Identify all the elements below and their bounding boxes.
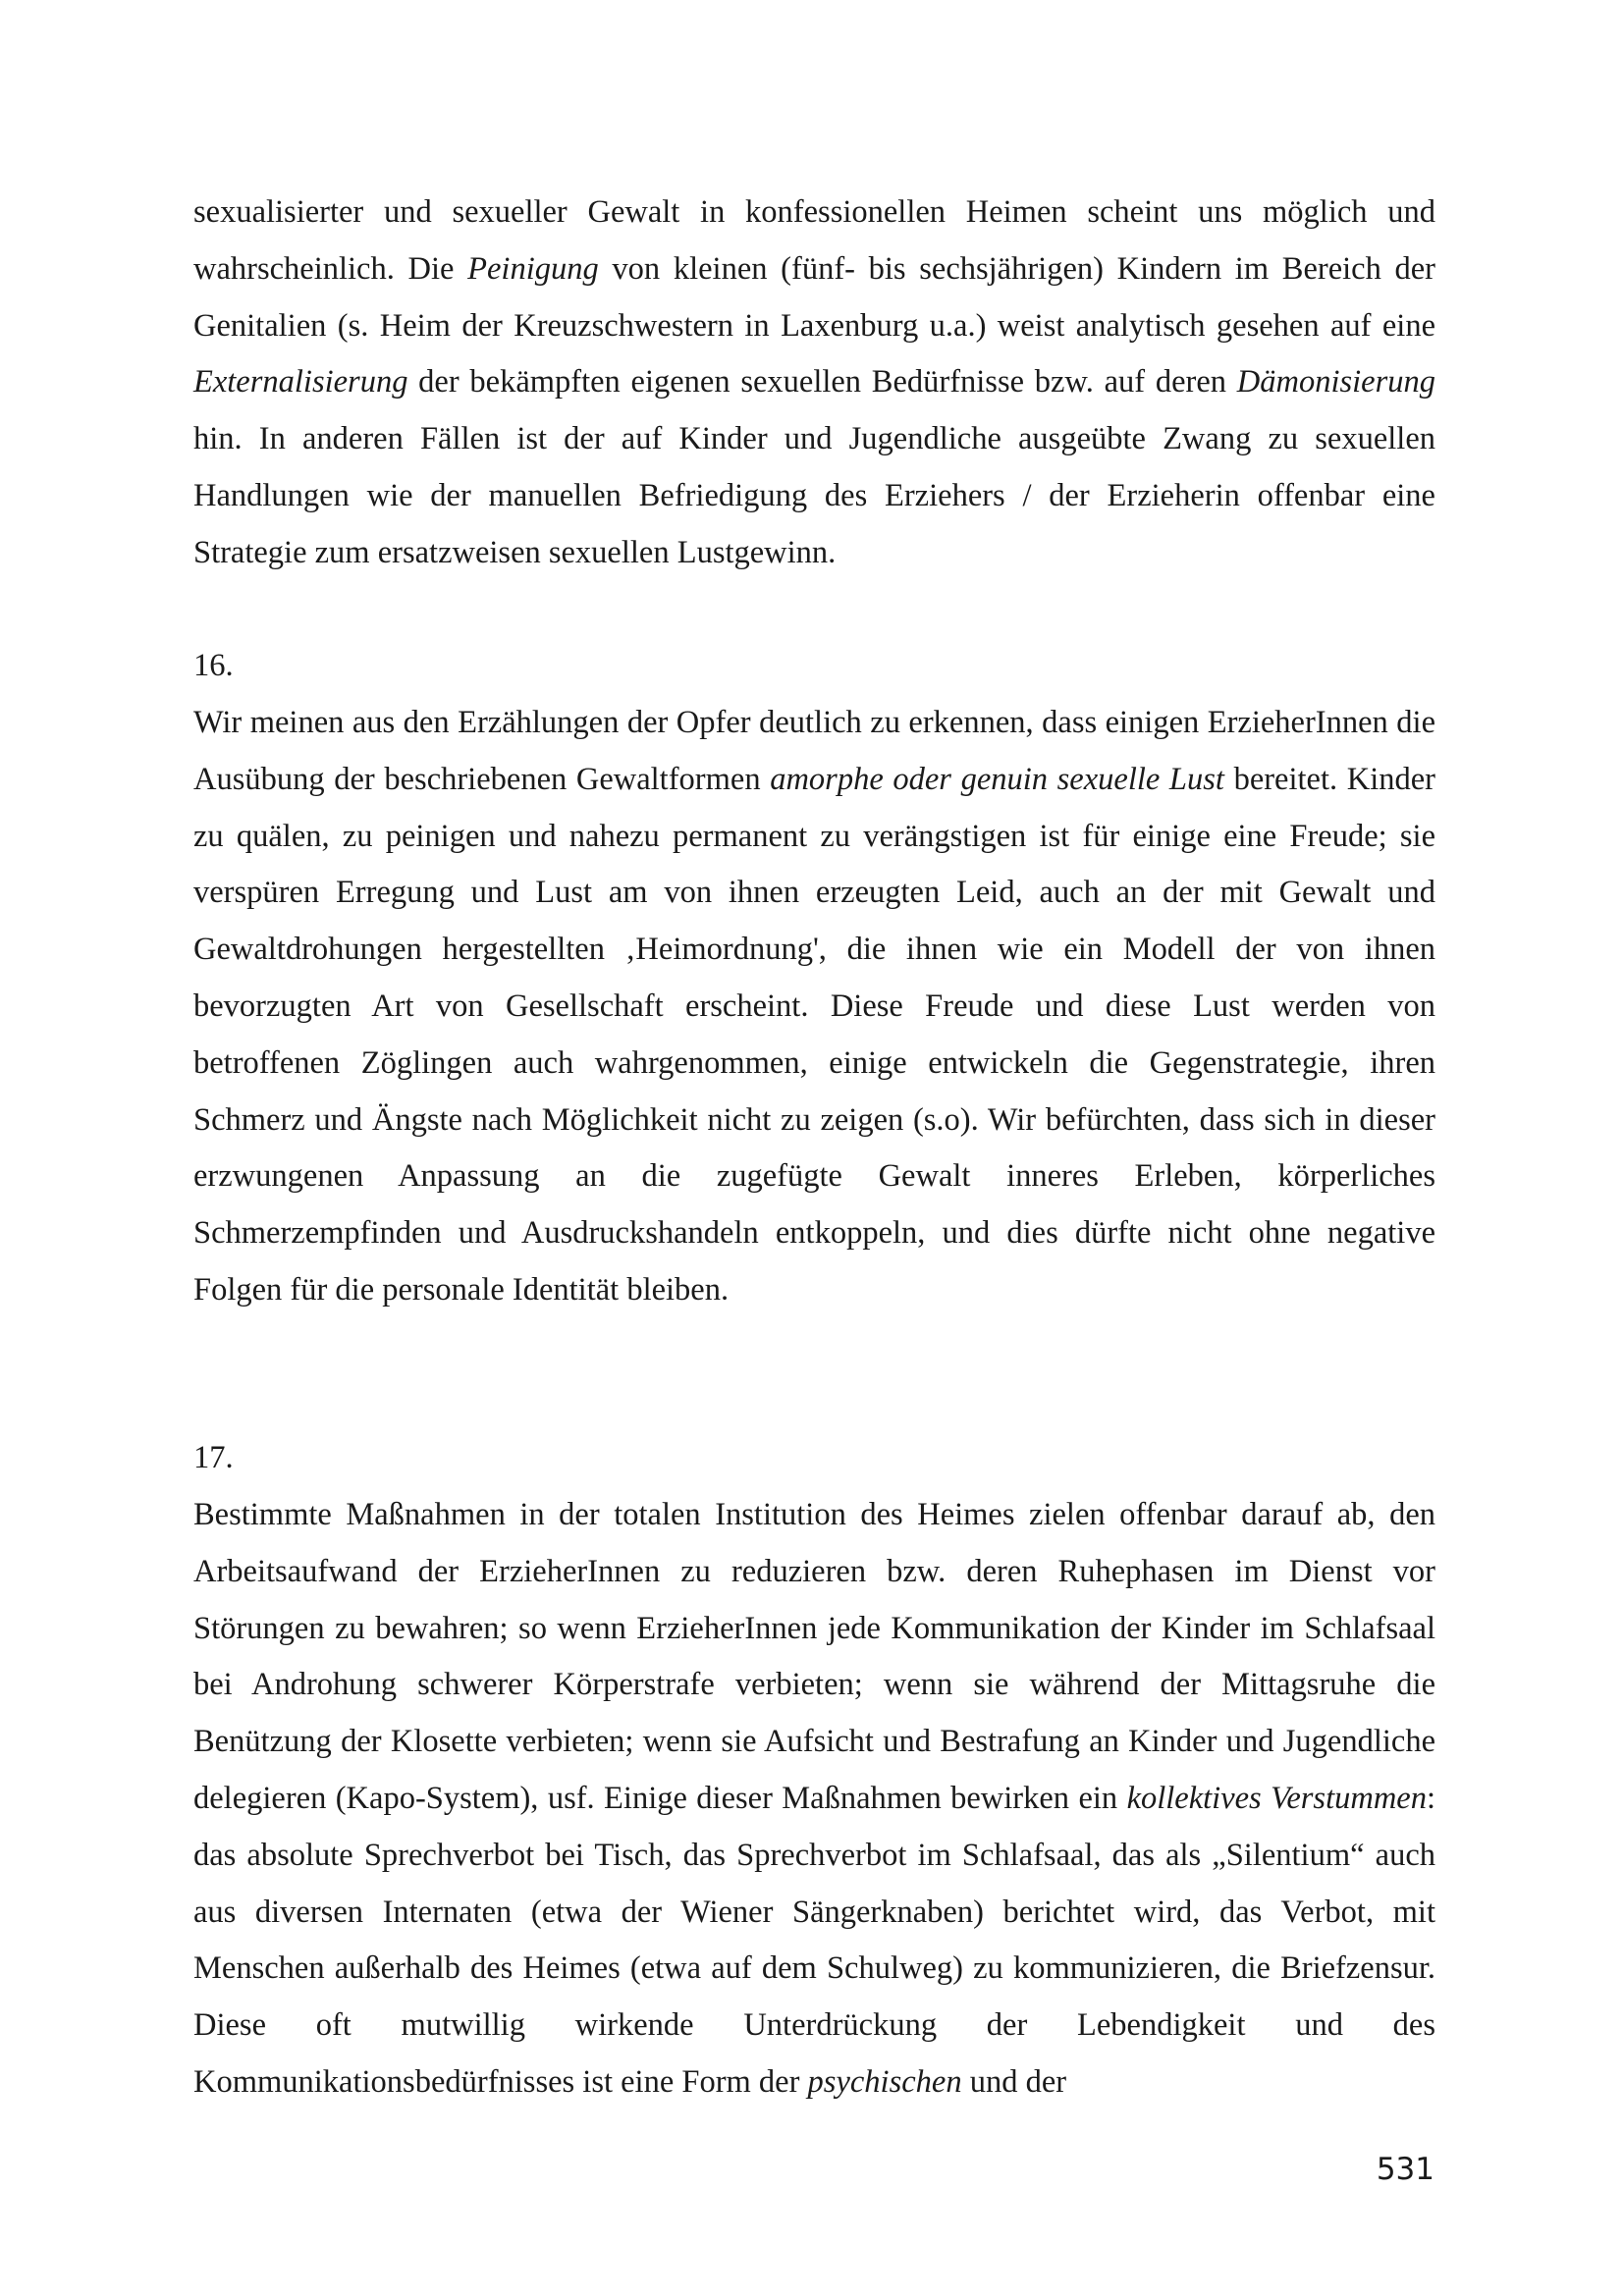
- italic-term: Externalisierung: [193, 364, 408, 400]
- italic-term: Dämonisierung: [1236, 364, 1435, 400]
- text-run: hin. In anderen Fällen ist der auf Kinder und Jugendliche ausgeübte Zwang zu sexuellen Handlungen wie der manuellen Befriedigung des Erziehers / der Erzieherin offenbar eine Strategie zum ersatzweisen sexuellen Lustgewinn.: [193, 421, 1435, 570]
- section-number-17: 17.: [193, 1440, 234, 1475]
- italic-term: psychischen: [807, 2063, 962, 2100]
- text-run: : das absolute Sprechverbot bei Tisch, das Sprechverbot im Schlafsaal, das als „Silentium“ auch aus diversen Internaten (etwa der Wiener Sängerknaben) berichtet wird, das Verbot, mit Menschen außerhalb des Heimes (etwa auf dem Schulweg) zu kommunizieren, die Briefzensur. Diese oft mutwillig wirkende Unterdrückung der Lebendigkeit und des Kommunikationsbedürfnisses ist eine Form der: [193, 1780, 1435, 2100]
- paragraph-16: [193, 695, 1435, 1319]
- italic-term: amorphe oder genuin sexuelle Lust: [770, 761, 1224, 797]
- section-number-16: 16.: [193, 648, 234, 683]
- text-run: der bekämpften eigenen sexuellen Bedürfnisse bzw. auf deren: [407, 364, 1237, 400]
- text-run: bereitet. Kinder zu quälen, zu peinigen und nahezu permanent zu verängstigen ist für einige eine Freude; sie verspüren Erregung und Lust am von ihnen erzeugten Leid, auch an der mit Gewalt und Gewaltdrohungen hergestellten ‚Heimordnung', die ihnen wie ein Modell der von ihnen bevorzugten Art von Gesellschaft erscheint. Diese Freude und diese Lust werden von betroffenen Zöglingen auch wahrgenommen, einige entwickeln die Gegenstrategie, ihren Schmerz und Ängste nach Möglichkeit nicht zu zeigen (s.o). Wir befürchten, dass sich in dieser erzwungenen Anpassung an die zugefügte Gewalt inneres Erleben, körperliches Schmerzempfinden und Ausdruckshandeln entkoppeln, und dies dürfte nicht ohne negative Folgen für die personale Identität bleiben.: [193, 761, 1435, 1308]
- italic-term: Peinigung: [467, 250, 599, 287]
- text-run: sexualisierter und sexueller Gewalt in konfessionellen Heimen scheint uns möglich und wahrscheinlich. Die: [193, 194, 1435, 287]
- text-run: von kleinen (fünf- bis sechsjährigen) Kindern im Bereich der Genitalien (s. Heim der Kreuzschwestern in Laxenburg u.a.) weist analytisch gesehen auf eine: [193, 250, 1436, 344]
- text-run: Bestimmte Maßnahmen in der totalen Institution des Heimes zielen offenbar darauf ab, den Arbeitsaufwand der ErzieherInnen zu reduzieren bzw. deren Ruhephasen im Dienst vor Störungen zu bewahren; so wenn ErzieherInnen jede Kommunikation der Kinder im Schlafsaal bei Androhung schwerer Körperstrafe verbieten; wenn sie während der Mittagsruhe die Benützung der Klosette verbieten; wenn sie Aufsicht und Bestrafung an Kinder und Jugendliche delegieren (Kapo-System), usf. Einige dieser Maßnahmen bewirken ein: [193, 1497, 1435, 1816]
- paragraph-continuation: [193, 185, 1435, 582]
- text-run: und der: [961, 2063, 1067, 2100]
- text-run: Wir meinen aus den Erzählungen der Opfer deutlich zu erkennen, dass einigen ErzieherInnen die Ausübung der beschriebenen Gewaltformen: [193, 705, 1435, 797]
- paragraph-17: [193, 1487, 1435, 2111]
- page-number: 531: [1376, 2152, 1434, 2187]
- italic-term: kollektives Verstummen: [1126, 1780, 1427, 1816]
